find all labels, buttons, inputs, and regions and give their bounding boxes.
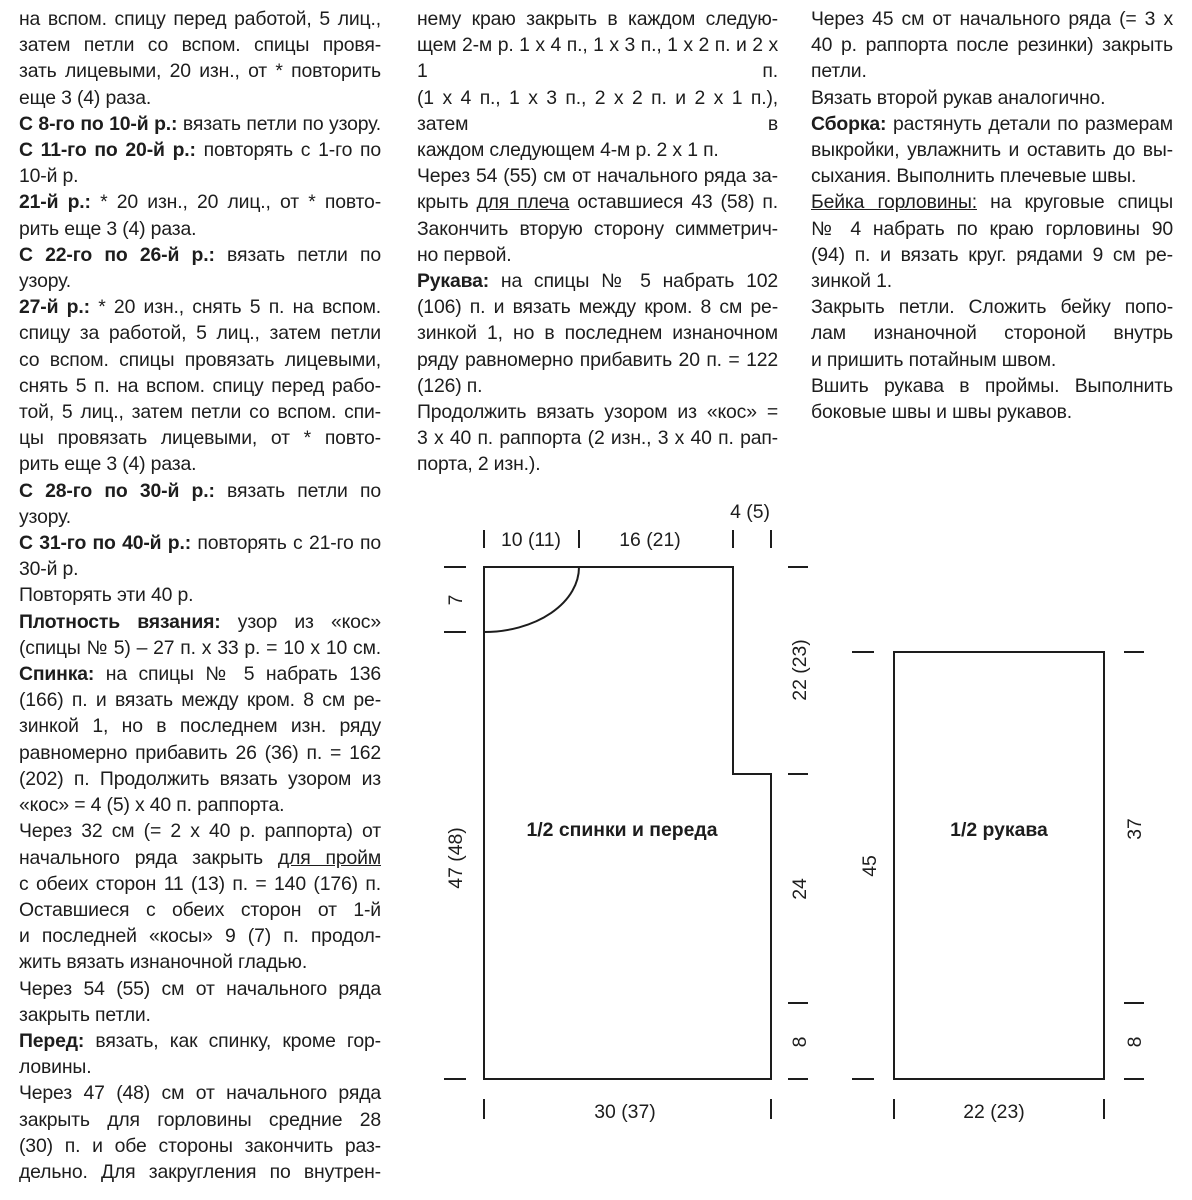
text-line: и последней «косы» 9 (7) п. продол-: [19, 925, 381, 948]
row-heading: 27-й р.:: [19, 296, 90, 319]
text-line: вязать петли по узору.: [19, 243, 381, 293]
text-line: ряду равномерно прибавить 20 п. = 122: [417, 348, 778, 371]
text-line: (спицы № 5) – 27 п. х 33 р. = 10 х 10 см.: [19, 636, 381, 659]
text-line: зинкой 1, но в последнем изн. ряду: [19, 715, 381, 738]
text-line: Продолжить вязать узором из «кос» =: [417, 401, 778, 424]
row-heading: С 22-го по 26-й р.:: [19, 243, 215, 266]
text-line: снять 5 п. на вспом. спицу перед рабо-: [19, 374, 381, 397]
underlined-text: для пройм: [277, 846, 381, 869]
dimension-label: 10 (11): [501, 529, 561, 551]
text-line: нему краю закрыть в каждом следую-: [417, 8, 778, 30]
text-line: 40 р. раппорта после резинки) закрыть: [811, 34, 1173, 57]
section-heading: Спинка:: [19, 663, 95, 686]
dimension-label: 22 (23): [963, 1101, 1025, 1123]
row-heading: С 8-го по 10-й р.:: [19, 112, 178, 135]
text-line: равномерно прибавить 26 (36) п. = 162: [19, 741, 381, 764]
dimension-label: 37: [1124, 818, 1146, 840]
text-line: вязать петли по узору.: [19, 479, 381, 528]
text-line: * 20 изн., 20 лиц., от * повто-: [90, 191, 382, 214]
text-line: выкройки, увлажнить и оставить до вы-: [811, 139, 1173, 162]
dimension-label: 4 (5): [730, 501, 770, 523]
text-line: ловины.: [19, 1056, 92, 1079]
dimension-label: 45: [859, 855, 881, 877]
sleeve-piece-outline: [894, 652, 1104, 1079]
row-heading: С 31-го по 40-й р.:: [19, 532, 192, 555]
text-line: зинкой 1, но в последнем изнаночном: [417, 322, 778, 345]
text-line: закрыть петли.: [19, 1003, 151, 1026]
text-line: (166) п. и вязать между кром. 8 см ре-: [19, 689, 381, 712]
text-line: растянуть детали по размерам: [886, 112, 1173, 135]
sleeve-dimension-ticks: [852, 652, 1144, 1119]
section-heading: Перед:: [19, 1029, 85, 1052]
text-line: со вспом. спицы провязать лицевыми,: [19, 348, 381, 371]
text-line: спицу за работой, 5 лиц., затем петли: [19, 322, 381, 345]
text-line: Через 47 (48) см от начального ряда: [19, 1082, 381, 1105]
underlined-text: для плеча: [476, 191, 570, 214]
text-line: Повторять эти 40 р.: [19, 584, 194, 607]
dimension-label: 8: [1124, 1036, 1146, 1048]
text-line: затем петли со вспом. спицы провя-: [19, 34, 381, 57]
text-line: щем 2-м р. 1 х 4 п., 1 х 3 п., 1 х 2 п. и 2 х 1 п.: [417, 34, 778, 83]
text-line: лам изнаночной стороной внутрь: [811, 322, 1173, 345]
text-line: (106) п. и вязать между кром. 8 см ре-: [417, 296, 778, 319]
text-line: повторять с 1-го по: [195, 139, 381, 162]
text-line: зинкой 1.: [811, 270, 892, 293]
text-line: еще 3 (4) раза.: [19, 86, 152, 109]
text-line: на спицы № 5 набрать 136: [94, 663, 381, 686]
text-line: Вшить рукава в проймы. Выполнить: [811, 374, 1173, 397]
text-line: рить еще 3 (4) раза.: [19, 217, 197, 240]
text-line: на круговые спицы: [976, 191, 1173, 214]
text-line: начального ряда закрыть: [19, 846, 278, 869]
text-line: жить вязать изнаночной гладью.: [19, 951, 308, 974]
dimension-label: 7: [445, 594, 467, 606]
left-dimension-ticks: [444, 567, 466, 1079]
row-heading: С 28-го по 30-й р.:: [19, 479, 215, 502]
text-line: сыхания. Выполнить плечевые швы.: [811, 165, 1137, 188]
text-line: вязать, как спинку, кроме гор-: [84, 1029, 381, 1052]
text-line: Через 45 см от начального ряда (= 3 х: [811, 8, 1173, 30]
text-line: № 4 набрать по краю горловины 90: [811, 217, 1173, 240]
text-line: каждом следующем 4-м р. 2 х 1 п.: [417, 139, 719, 162]
text-line: закрыть для горловины средние 28: [19, 1108, 381, 1131]
text-line: на вспом. спицу перед работой, 5 лиц.,: [19, 8, 381, 30]
dimension-label: 22 (23): [789, 639, 811, 701]
dimension-label: 24: [789, 878, 811, 900]
text-line: с обеих сторон 11 (13) п. = 140 (176) п.: [19, 872, 381, 895]
dimension-label: 16 (21): [619, 529, 681, 551]
underlined-heading: Бейка горловины:: [811, 191, 977, 214]
text-line: (126) п.: [417, 374, 483, 397]
text-line: 10-й р.: [19, 165, 79, 188]
text-line: оставшиеся 43 (58) п.: [569, 191, 778, 214]
text-line: боковые швы и швы рукавов.: [811, 401, 1072, 424]
text-line: Закончить вторую сторону симметрич-: [417, 217, 778, 240]
row-heading: С 11-го по 20-й р.:: [19, 139, 196, 162]
text-line: (94) п. и вязать круг. рядами 9 см ре-: [811, 243, 1173, 266]
text-line: но первой.: [417, 243, 512, 266]
text-line: Через 54 (55) см от начального ряда: [19, 977, 381, 1000]
text-line: Закрыть петли. Сложить бейку попо-: [811, 296, 1173, 319]
text-line: * 20 изн., снять 5 п. на вспом.: [89, 296, 381, 319]
text-line: дельно. Для закругления по внутрен-: [19, 1160, 381, 1183]
text-line: Через 32 см (= 2 х 40 р. раппорта) от: [19, 820, 381, 843]
body-piece-label: 1/2 спинки и переда: [526, 819, 718, 841]
text-line: 30-й р.: [19, 558, 79, 581]
text-line: цы провязать лицевыми, от * повто-: [19, 427, 381, 450]
text-line: (202) п. Продолжить вязать узором из: [19, 767, 381, 790]
text-line: повторять с 21-го по: [191, 532, 381, 555]
dimension-label: 47 (48): [445, 827, 467, 889]
sleeve-piece-label: 1/2 рукава: [950, 819, 1048, 841]
text-line: Оставшиеся с обеих сторон от 1-й: [19, 898, 381, 921]
section-heading: Сборка:: [811, 112, 887, 135]
section-heading: Рукава:: [417, 270, 490, 293]
text-line: (1 х 4 п., 1 х 3 п., 2 х 2 п. и 2 х 1 п.), затем в: [417, 86, 778, 135]
text-line: узор из «кос»: [220, 610, 381, 633]
dimension-label: 8: [789, 1036, 811, 1048]
text-line: крыть: [417, 191, 477, 214]
text-line: зать лицевыми, 20 изн., от * повторить: [19, 60, 381, 83]
text-line: вязать петли по узору.: [177, 112, 381, 135]
text-line: Вязать второй рукав аналогично.: [811, 86, 1106, 109]
text-line: порта, 2 изн.).: [417, 453, 541, 476]
text-line: Через 54 (55) см от начального ряда за-: [417, 165, 778, 188]
text-line: той, 5 лиц., затем петли со вспом. спи-: [19, 401, 381, 424]
text-line: петли.: [811, 60, 867, 83]
text-line: (30) п. и обе стороны закончить раз-: [19, 1134, 381, 1157]
text-line: на спицы № 5 набрать 102: [489, 270, 778, 293]
text-line: «кос» = 4 (5) х 40 п. раппорта.: [19, 794, 285, 817]
text-line: рить еще 3 (4) раза.: [19, 453, 197, 476]
section-heading: Плотность вязания:: [19, 610, 221, 633]
text-line: 3 х 40 п. раппорта (2 изн., 3 х 40 п. рап-: [417, 427, 778, 450]
text-line: и пришить потайным швом.: [811, 348, 1057, 371]
row-heading: 21-й р.:: [19, 191, 91, 214]
dimension-label: 30 (37): [594, 1101, 656, 1123]
